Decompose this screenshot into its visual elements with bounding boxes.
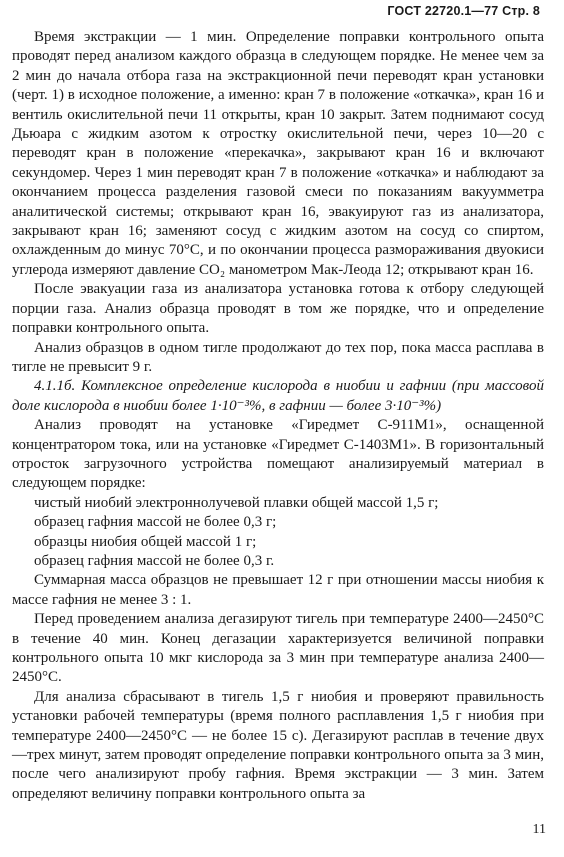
paragraph-degassing: Перед проведением анализа дегазируют тигель при температуре 2400—2450°C в течение 40 мин. Конец дегазации характеризуется величиной поправки контрольного опыта 10 мкг кислорода за 3 мин при температуре анализа 2400—2450°C.: [12, 611, 544, 686]
paragraph-analysis-procedure: Для анализа сбрасывают в тигель 1,5 г ниобия и проверяют правильность установки рабочей температуры (время полного расплавления 1,5 г ниобия при температуре 2400—2450°C — не более 15 с). Дегазируют расплав в течение двух—трех минут, затем проводят определение поправки контрольного опыта за 3 мин, после чего анализируют пробу гафния. Время экстракции — 3 мин. Затем определяют величину поправки контрольного опыта за: [12, 688, 544, 802]
list-item: чистый ниобий электроннолучевой плавки общей массой 1,5 г;: [34, 494, 439, 511]
paragraph-extraction-procedure: Время экстракции — 1 мин. Определение поправки контрольного опыта проводят перед анализом каждого образца в следующем порядке. Не менее чем за 2 мин до начала отбора газа на экстракционной печи переводят кран установки (черт. 1) в исходное положение, а именно: кран 7 в положение «откачка», кран 16 и вентиль окислительной печи 11 открыты, кран 10 закрыт. Затем поднимают сосуд Дьюара с жидким азотом к отростку окислительной печи, через 10—20 с переводят кран в положение «перекачка», закрывают кран 16 и включают секундомер. Через 1 мин переводят кран 7 в положение «откачка» и наблюдают за окончанием процесса разделения газовой смеси по показаниям вакуумметра аналитической системы; открывают кран 16, эвакуируют газ из анализатора, закрывают кран 16; заменяют сосуд с жидким азотом на сосуд со спиртом, охлажденным до минус 70°C, и по окончании процесса размораживания двуокиси углерода измеряют давление CO₂ манометром Мак-Леода 12; открывают кран 16.: [12, 29, 544, 278]
paragraph-after-evacuation: После эвакуации газа из анализатора установка готова к отбору следующей порции газа. Анализ образца проводят в том же порядке, что и определение поправки контрольного опыта.: [12, 281, 544, 337]
page-number: 11: [532, 822, 546, 837]
paragraph-crucible-mass: Анализ образцов в одном тигле продолжают до тех пор, пока масса расплава в тигле не превысит 9 г.: [12, 339, 544, 375]
list-item: образец гафния массой не более 0,3 г;: [34, 514, 277, 531]
document-body: [12, 28, 544, 804]
paragraph-total-mass: Суммарная масса образцов не превышает 12 г при отношении массы ниобия к массе гафния не менее 3 : 1.: [12, 572, 544, 608]
list-item: образцы ниобия общей массой 1 г;: [34, 533, 257, 550]
section-heading-4-1-1b: 4.1.1б. Комплексное определение кислорода в ниобии и гафнии (при массовой доле кислорода в ниобии более 1·10⁻³%, в гафнии — более 3·10⁻³%): [12, 378, 544, 414]
paragraph-installation: Анализ проводят на установке «Гиредмет С-911М1», оснащенной концентратором тока, или на установке «Гиредмет С-1403М1». В горизонтальный отросток загрузочного устройства помещают анализируемый материал в следующем порядке:: [12, 417, 544, 492]
list-item: образец гафния массой не более 0,3 г.: [34, 552, 275, 569]
page-header: ГОСТ 22720.1—77 Стр. 8: [387, 4, 540, 18]
